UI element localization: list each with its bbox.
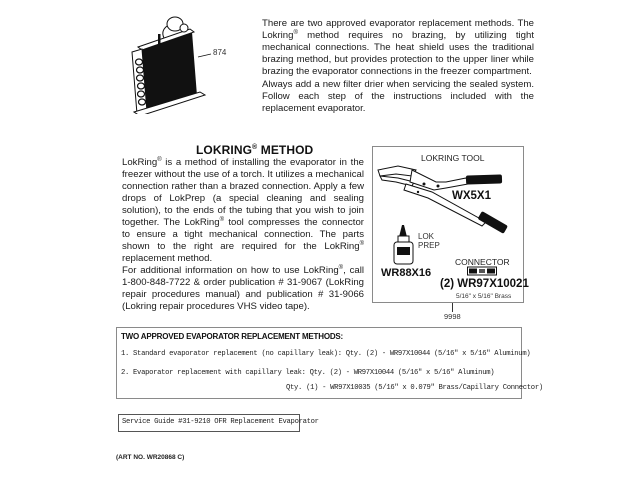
registered-mark: ®	[338, 264, 344, 271]
lokring-tool-icon	[376, 162, 522, 234]
registered-mark: ®	[359, 240, 364, 247]
text: For additional information on how to use LokRing	[122, 265, 339, 276]
registered-mark: ®	[252, 144, 258, 151]
label-line: PREP	[418, 241, 440, 250]
label-line: LOK	[418, 232, 435, 241]
registered-mark: ®	[157, 156, 162, 163]
text: replacement method.	[122, 253, 213, 264]
registered-mark: ®	[293, 29, 298, 36]
method-line-standard: 1. Standard evaporator replacement (no capillary leak): Qty. (2) - WR97X10044 (5/16" x 5/16" Aluminum)	[121, 350, 531, 358]
intro-paragraph-filter-drier: Always add a new filter drier when servicing the sealed system. Follow each step of the instructions included with the replacement evaporator.	[262, 79, 534, 114]
art-number: (ART NO. WR20868 C)	[116, 454, 185, 461]
method-line-capillary-connector: Qty. (1) - WR97X10035 (5/16" x 0.079" Brass/Capillary Connector)	[286, 384, 543, 392]
methods-summary-title: TWO APPROVED EVAPORATOR REPLACEMENT METHODS:	[121, 332, 344, 341]
lokprep-bottle-icon	[390, 225, 418, 265]
intro-text: There are two approved evaporator replacement methods. The Lokring	[262, 18, 534, 41]
connector-size: 5/16" x 5/16" Brass	[456, 293, 512, 300]
intro-text: method requires no brazing, by utilizing tight mechanical connections. The heat shield uses the traditional brazing method, but provides protection to the upper liner while brazing the evaporator connections in the freezer compartment.	[262, 30, 534, 77]
service-guide-reference: Service Guide #31-9210 OFR Replacement Evaporator	[122, 418, 319, 426]
text: , call 1-800-848-7722 & order publication # 31-9067 (LokRing repair procedures manual) and publication # 31-9066 (Lokring repair procedures VHS video tape).	[122, 265, 364, 312]
lokring-description-paragraph	[122, 157, 364, 265]
lokprep-label	[418, 232, 440, 250]
tool-part-number: WX5X1	[452, 190, 491, 202]
registered-mark: ®	[219, 216, 224, 223]
text: is a method of installing the evaporator in the freezer without the use of a torch. It utilizes a mechanical connection rather than a brazed connection. Apply a few drops of LokPrep (a special cleaning and sealing solution), to the ends of the tubing that you wish to join together. The LokRing	[122, 157, 364, 228]
connector-icon	[467, 266, 497, 276]
connector-part-number: (2) WR97X10021	[440, 278, 529, 290]
figure-leader-line	[452, 303, 453, 312]
intro-paragraph-methods	[262, 18, 534, 78]
lokring-section-title	[196, 143, 313, 157]
lokprep-part-number: WR88X16	[381, 267, 432, 279]
connector-title: CONNECTOR	[455, 257, 510, 267]
text: LokRing	[122, 157, 158, 168]
lokring-tool-title: LOKRING TOOL	[421, 153, 485, 163]
text: tool compresses the connector to ensure a tight mechanical connection. The parts shown to the right are required for the LokRing	[122, 217, 364, 252]
title-text: METHOD	[257, 143, 314, 157]
evaporator-part-label: 874	[213, 48, 227, 57]
evaporator-illustration-icon	[112, 14, 257, 114]
lokring-contact-paragraph	[122, 265, 364, 313]
title-text: LOKRING	[196, 143, 253, 157]
figure-number: 9998	[444, 312, 461, 321]
method-line-capillary: 2. Evaporator replacement with capillary leak: Qty. (2) - WR97X10044 (5/16" x 5/16" Aluminum)	[121, 369, 495, 377]
